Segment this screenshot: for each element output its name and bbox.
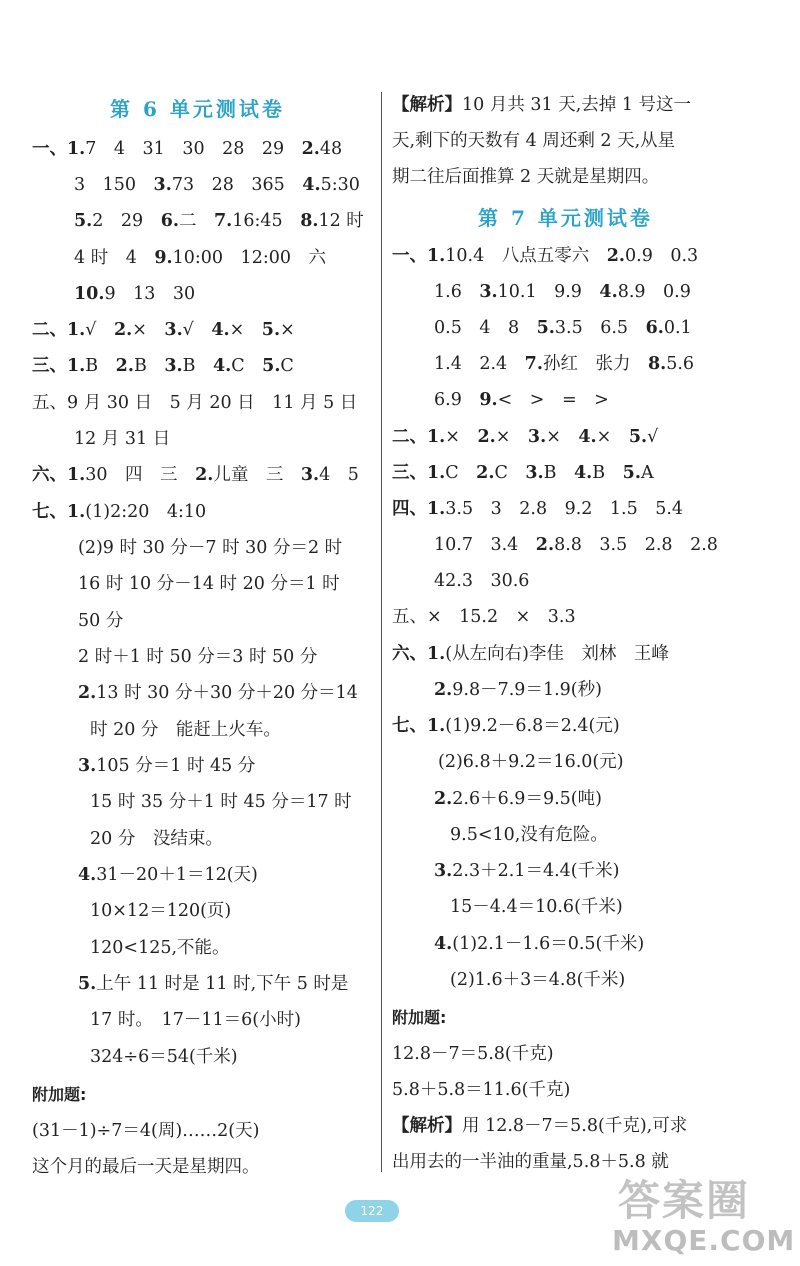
l-line-9: 12 月 31 日 — [74, 429, 171, 449]
r-line-14: 七、1.(1)9.2－6.8＝2.4(元) — [392, 716, 620, 736]
r-line-2: 1.6 3.10.1 9.9 4.8.9 0.9 — [434, 282, 691, 302]
r-line-19: 15－4.4＝10.6(千米) — [450, 897, 623, 917]
r-line-17: 9.5<10,没有危险。 — [450, 825, 608, 845]
l-bonus-heading: 附加题: — [32, 1085, 87, 1104]
r-bonus-heading: 附加题: — [392, 1008, 447, 1027]
r-line-7: 三、1.C 2.C 3.B 4.B 5.A — [392, 463, 654, 483]
r-line-16: 2.2.6＋6.9＝9.5(吨) — [434, 789, 602, 809]
l-line-4: 4 时 4 9.10:00 12:00 六 — [74, 248, 326, 268]
r-line-23: 12.8－7＝5.8(千克) — [392, 1044, 554, 1064]
l-line-22: 10×12＝120(页) — [90, 901, 232, 921]
l-line-5: 10.9 13 30 — [74, 284, 196, 304]
l-line-12: (2)9 时 30 分－7 时 30 分＝2 时 — [78, 538, 343, 558]
watermark — [612, 1168, 796, 1260]
l-line-19: 15 时 35 分＋1 时 45 分＝17 时 — [90, 792, 352, 812]
r-line-5: 6.9 9.< > = > — [434, 390, 609, 410]
r-line-21: (2)1.6＋3＝4.8(千米) — [450, 970, 626, 990]
l-line-7: 三、1.B 2.B 3.B 4.C 5.C — [32, 356, 294, 376]
l-line-2: 3 150 3.73 28 365 4.5:30 — [74, 175, 360, 195]
r-line-9: 10.7 3.4 2.8.8 3.5 2.8 2.8 — [434, 535, 718, 555]
r-line-12: 六、1.(从左向右)李佳 刘林 王峰 — [392, 644, 669, 664]
r-analysis-line-1: 【解析】10 月共 31 天,去掉 1 号这一 — [392, 95, 692, 115]
r-line-18: 3.2.3＋2.1＝4.4(千米) — [434, 861, 620, 881]
r-line-15: (2)6.8＋9.2＝16.0(元) — [438, 752, 624, 772]
l-line-10: 六、1.30 四 三 2.儿童 三 3.4 5 — [32, 465, 359, 485]
l-line-28: (31－1)÷7＝4(周)……2(天) — [32, 1121, 260, 1141]
r-line-1: 一、1.10.4 八点五零六 2.0.9 0.3 — [392, 246, 699, 266]
r-line-11: 五、× 15.2 × 3.3 — [392, 607, 576, 627]
unit-7-title: 第 7 单元测试卷 — [478, 206, 653, 230]
watermark-logo: 答案圈 — [618, 1176, 751, 1225]
l-line-13: 16 时 10 分－14 时 20 分＝1 时 — [78, 574, 340, 594]
r-line-6: 二、1.× 2.× 3.× 4.× 5.√ — [392, 427, 659, 447]
r-analysis-line-3: 期二往后面推算 2 天就是星期四。 — [392, 167, 660, 187]
l-line-20: 20 分 没结束。 — [90, 829, 223, 849]
l-line-11: 七、1.(1)2:20 4:10 — [32, 502, 207, 522]
r-line-10: 42.3 30.6 — [434, 571, 530, 591]
l-line-15: 2 时＋1 时 50 分＝3 时 50 分 — [78, 647, 318, 667]
watermark-url: MXQE.COM — [612, 1224, 796, 1257]
unit-6-title: 第 6 单元测试卷 — [110, 97, 285, 121]
r-line-13: 2.9.8－7.9＝1.9(秒) — [434, 680, 602, 700]
r-line-20: 4.(1)2.1－1.6＝0.5(千米) — [434, 934, 645, 954]
l-line-21: 4.31－20＋1＝12(天) — [78, 865, 258, 885]
l-line-17: 时 20 分 能赶上火车。 — [90, 720, 281, 740]
l-line-24: 5.上午 11 时是 11 时,下午 5 时是 — [78, 974, 349, 994]
column-divider — [381, 92, 382, 1172]
r-line-24: 5.8＋5.8＝11.6(千克) — [392, 1080, 571, 1100]
page-number-badge: 122 — [345, 1200, 399, 1222]
r-line-25: 【解析】用 12.8－7＝5.8(千克),可求 — [392, 1116, 688, 1136]
l-line-1: 一、1.7 4 31 30 28 29 2.48 — [32, 139, 343, 159]
r-line-4: 1.4 2.4 7.孙红 张力 8.5.6 — [434, 354, 695, 374]
l-line-16: 2.13 时 30 分＋30 分＋20 分＝14 — [78, 683, 358, 703]
r-line-3: 0.5 4 8 5.3.5 6.5 6.0.1 — [434, 318, 692, 338]
r-line-8: 四、1.3.5 3 2.8 9.2 1.5 5.4 — [392, 499, 684, 519]
l-line-25: 17 时。 17－11＝6(小时) — [90, 1010, 301, 1030]
l-line-29: 这个月的最后一天是星期四。 — [32, 1157, 260, 1177]
l-line-14: 50 分 — [78, 611, 124, 631]
l-line-26: 324÷6＝54(千米) — [90, 1047, 238, 1067]
l-line-3: 5.2 29 6.二 7.16:45 8.12 时 — [74, 211, 364, 231]
r-analysis-line-2: 天,剩下的天数有 4 周还剩 2 天,从星 — [392, 131, 676, 151]
l-line-18: 3.105 分＝1 时 45 分 — [78, 756, 256, 776]
r-line-26: 出用去的一半油的重量,5.8＋5.8 就 — [392, 1152, 669, 1172]
l-line-6: 二、1.√ 2.× 3.√ 4.× 5.× — [32, 320, 295, 340]
l-line-23: 120<125,不能。 — [90, 938, 230, 958]
l-line-8: 五、9 月 30 日 5 月 20 日 11 月 5 日 — [32, 393, 358, 413]
